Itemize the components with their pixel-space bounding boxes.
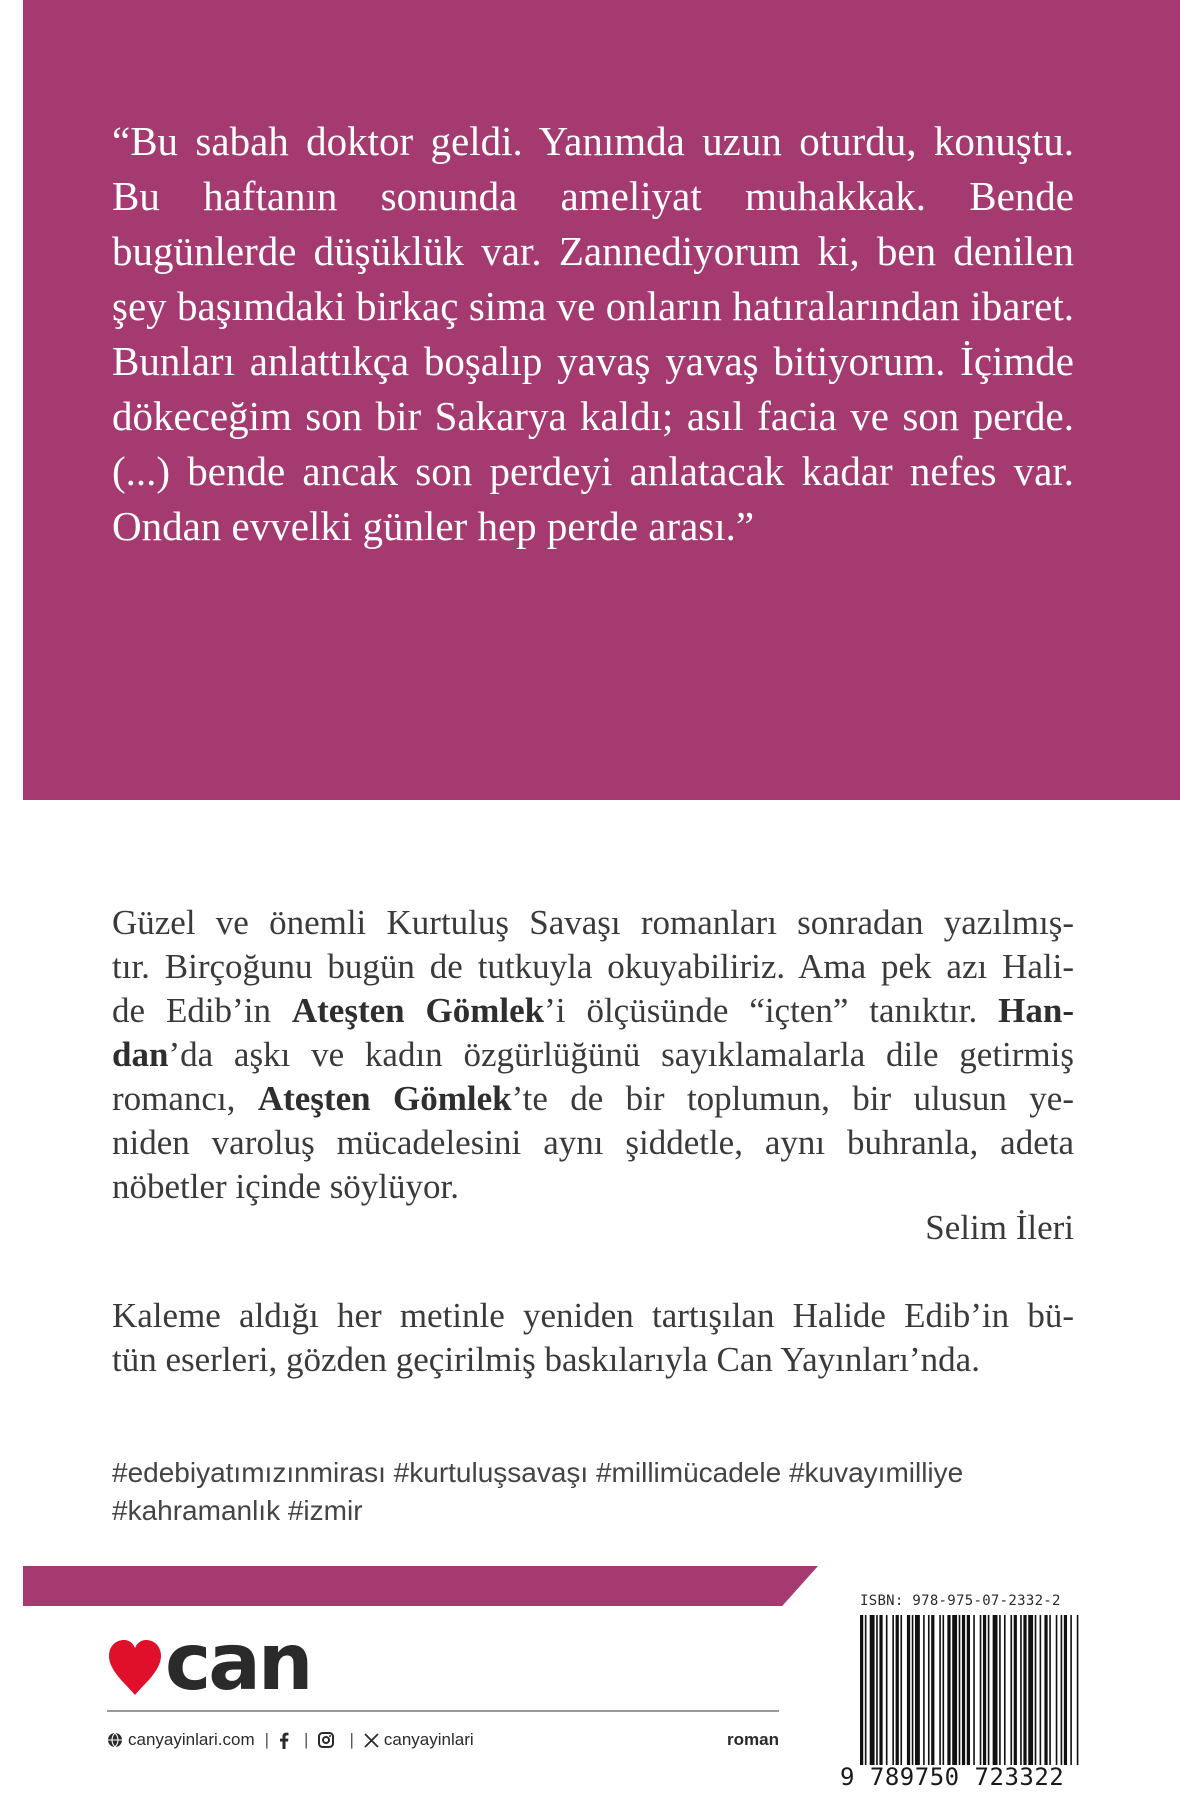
logo-text: can bbox=[165, 1618, 311, 1708]
blurb-text: ’te de bir toplumun, bir ulusun ye- bbox=[511, 1079, 1074, 1118]
barcode-bar bbox=[879, 1615, 882, 1765]
hashtag-line: #edebiyatımızınmirası #kurtuluşsavaşı #millimücadele #kuvayımilliye bbox=[112, 1457, 964, 1488]
barcode-bar bbox=[907, 1615, 910, 1765]
barcode-bar bbox=[931, 1615, 934, 1765]
barcode-bar bbox=[1014, 1615, 1017, 1765]
barcode-bar bbox=[999, 1615, 1001, 1765]
barcode-bar bbox=[870, 1615, 875, 1765]
book-title-emphasis: dan bbox=[112, 1035, 169, 1074]
barcode-bar bbox=[959, 1615, 961, 1765]
accent-band bbox=[23, 1566, 818, 1606]
heart-icon bbox=[107, 1639, 163, 1697]
blurb-line: tır. Birçoğunu bugün de tutkuyla okuyabiliriz. Ama pek azı Hali- bbox=[112, 947, 1074, 986]
barcode-bar bbox=[952, 1615, 957, 1765]
x-icon[interactable] bbox=[364, 1733, 379, 1748]
barcode-bar bbox=[967, 1615, 970, 1765]
barcode-bar bbox=[928, 1615, 930, 1765]
globe-icon bbox=[107, 1732, 123, 1748]
blurb-text: ’da aşkı ve kadın özgürlüğünü sayıklamalarla dile getirmiş bbox=[168, 1035, 1074, 1074]
barcode-bar bbox=[896, 1615, 899, 1765]
barcode-bar bbox=[860, 1615, 863, 1765]
barcode-bar bbox=[973, 1615, 975, 1765]
instagram-icon[interactable] bbox=[318, 1732, 334, 1748]
barcode-bar bbox=[980, 1615, 982, 1765]
barcode-bar bbox=[1044, 1615, 1047, 1765]
blurb-line bbox=[112, 989, 1074, 1033]
barcode-digits: 9 789750 723322 bbox=[840, 1763, 1065, 1791]
footer bbox=[107, 1725, 779, 1755]
blurb-line: nöbetler içinde söylüyor. bbox=[112, 1167, 460, 1206]
barcode-bar bbox=[892, 1615, 894, 1765]
barcode-bar bbox=[865, 1615, 867, 1765]
footer-separator: | bbox=[304, 1730, 309, 1749]
blurb-author: Selim İleri bbox=[925, 1208, 1074, 1247]
quote-text: “Bu sabah doktor geldi. Yanımda uzun oturdu, konuştu. Bu haftanın sonunda ameliyat muhakkak. Bende bugünlerde düşüklük var. Zannediyorum ki, ben denilen şey başımdaki birkaç sima ve onların hatıralarından ibaret. Bunları anlattıkça boşalıp yavaş yavaş bitiyorum. İçimde dökeceğim son bir Sakarya kaldı; asıl facia ve son perde. (...) bende ancak son perdeyi anlatacak kadar nefes var. Ondan evvelki günler hep perde arası.” bbox=[112, 118, 1074, 549]
blurb-line bbox=[112, 1033, 1074, 1077]
blurb-text: ’i ölçüsünde “içten” tanıktır. bbox=[544, 991, 999, 1030]
publisher-note-line: tün eserleri, gözden geçirilmiş baskılarıyla Can Yayınları’nda. bbox=[112, 1340, 980, 1379]
footer-divider bbox=[107, 1710, 779, 1712]
barcode-bar bbox=[1049, 1615, 1051, 1765]
blurb-text: de Edib’in bbox=[112, 991, 292, 1030]
blurb-line: niden varoluş mücadelesini aynı şiddetle, aynı buhranla, adeta bbox=[112, 1123, 1074, 1162]
barcode-bar bbox=[1028, 1615, 1033, 1765]
footer-separator: | bbox=[264, 1730, 270, 1749]
barcode-bar bbox=[1056, 1615, 1058, 1765]
publisher-note bbox=[112, 1294, 1074, 1382]
barcode-bar bbox=[886, 1615, 888, 1765]
blurb bbox=[112, 901, 1074, 1209]
blurb-text: romancı, bbox=[112, 1079, 258, 1118]
barcode-bar bbox=[923, 1615, 925, 1765]
barcode-bar bbox=[1070, 1615, 1072, 1765]
barcode bbox=[860, 1615, 1080, 1765]
publisher-note-line: Kaleme aldığı her metinle yeniden tartışılan Halide Edib’in bü- bbox=[112, 1296, 1074, 1335]
barcode-bar bbox=[1023, 1615, 1026, 1765]
barcode-bar bbox=[1061, 1615, 1063, 1765]
barcode-bar bbox=[983, 1615, 986, 1765]
barcode-bar bbox=[988, 1615, 990, 1765]
barcode-bar bbox=[943, 1615, 945, 1765]
quote-panel bbox=[23, 0, 1180, 800]
barcode-bar bbox=[993, 1615, 998, 1765]
book-title-emphasis: Han- bbox=[998, 991, 1074, 1030]
barcode-bar bbox=[915, 1615, 920, 1765]
barcode-bar bbox=[1004, 1615, 1006, 1765]
genre-label: roman bbox=[727, 1730, 779, 1749]
blurb-line bbox=[112, 1077, 1074, 1121]
barcode-bar bbox=[947, 1615, 950, 1765]
barcode-bar bbox=[912, 1615, 914, 1765]
barcode-bar bbox=[1035, 1615, 1037, 1765]
barcode-bar bbox=[1010, 1615, 1012, 1765]
barcode-bar bbox=[939, 1615, 941, 1765]
website-link[interactable]: canyayinlari.com bbox=[128, 1730, 255, 1749]
barcode-bar bbox=[962, 1615, 965, 1765]
facebook-icon[interactable] bbox=[279, 1732, 289, 1749]
hashtag-line: #kahramanlık #izmir bbox=[112, 1495, 363, 1526]
barcode-bar bbox=[1077, 1615, 1079, 1765]
publisher-logo bbox=[107, 1618, 311, 1708]
barcode-bar bbox=[1064, 1615, 1067, 1765]
social-handle[interactable]: canyayinlari bbox=[383, 1730, 474, 1749]
barcode-bar bbox=[1040, 1615, 1042, 1765]
hashtags bbox=[112, 1454, 1074, 1530]
book-title-emphasis: Ateşten Gömlek bbox=[291, 991, 545, 1030]
book-title-emphasis: Ateşten Gömlek bbox=[257, 1079, 512, 1118]
isbn-label: ISBN: 978-975-07-2332-2 bbox=[860, 1593, 1061, 1609]
barcode-bar bbox=[1020, 1615, 1022, 1765]
barcode-bar bbox=[876, 1615, 878, 1765]
footer-separator: | bbox=[349, 1730, 354, 1749]
blurb-line: Güzel ve önemli Kurtuluş Savaşı romanları sonradan yazılmış- bbox=[112, 903, 1074, 942]
barcode-bar bbox=[900, 1615, 902, 1765]
